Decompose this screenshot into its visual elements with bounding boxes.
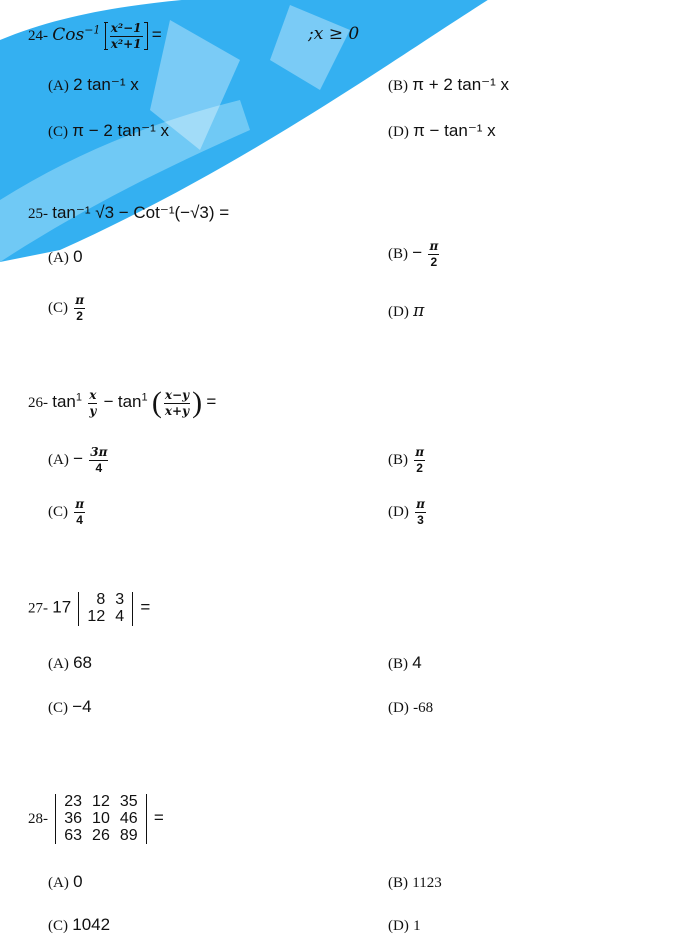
question-26 — [28, 388, 216, 418]
q26-b-label: (B) — [388, 452, 408, 468]
q24-func: Cos — [52, 25, 85, 45]
q27-c-value: −4 — [72, 697, 92, 716]
q27-prefix: 17 — [52, 597, 72, 617]
q26-f2-num: x−y — [164, 387, 190, 402]
q27-c-label: (C) — [48, 700, 68, 716]
q27-number: 27- — [28, 600, 48, 617]
question-24 — [28, 22, 162, 50]
q26-d-den: 3 — [417, 512, 424, 527]
q26-paren-open: ( — [151, 386, 162, 419]
q27-m-21: 12 — [87, 607, 106, 625]
q25-c-num: π — [75, 293, 85, 307]
q24-b-label: (B) — [388, 78, 408, 94]
q27-d-label: (D) — [388, 700, 409, 716]
q26-d-num: π — [416, 497, 425, 511]
q26-a-num: 3π — [90, 445, 108, 459]
q28-eq: = — [153, 808, 164, 828]
q26-a-fraction — [89, 446, 108, 474]
q25-option-d — [388, 302, 424, 320]
q25-a-value: 0 — [73, 247, 83, 266]
q24-b-value: π + 2 tan⁻¹ x — [412, 75, 510, 94]
q28-a-label: (A) — [48, 875, 69, 891]
q25-d-value: π — [413, 301, 425, 321]
question-27 — [28, 592, 150, 626]
q27-a-label: (A) — [48, 656, 69, 672]
q26-c-label: (C) — [48, 504, 68, 520]
q27-option-a — [48, 654, 92, 672]
q27-d-value: -68 — [413, 700, 434, 716]
q28-d-label: (D) — [388, 918, 409, 934]
q25-b-label: (B) — [388, 246, 408, 262]
question-25 — [28, 204, 229, 222]
q26-option-c — [48, 498, 87, 526]
q25-c-fraction — [74, 294, 85, 322]
q24-a-value: 2 tan⁻¹ x — [73, 75, 139, 94]
q26-c-num: π — [75, 497, 85, 511]
q26-option-d — [388, 498, 428, 526]
q25-b-fraction — [428, 240, 439, 268]
q24-d-value: π − tan⁻¹ x — [413, 121, 496, 140]
q26-b-num: π — [415, 445, 425, 459]
q25-a-label: (A) — [48, 250, 69, 266]
q26-b-den: 2 — [416, 460, 423, 475]
q25-b-den: 2 — [430, 254, 438, 269]
q24-eq: = — [151, 25, 162, 44]
q27-option-c — [48, 698, 92, 716]
q27-eq: = — [140, 597, 151, 617]
q28-option-d — [388, 916, 421, 934]
q24-den: x²+1 — [110, 36, 142, 51]
q26-paren-close: ) — [192, 386, 203, 419]
q26-minus: − — [103, 391, 114, 411]
q26-b-fraction — [414, 446, 425, 474]
q24-num: x²−1 — [110, 21, 142, 35]
q25-d-label: (D) — [388, 304, 409, 320]
q26-f1-den: y — [89, 403, 97, 418]
q26-a-label: (A) — [48, 452, 69, 468]
q25-expression: tan⁻¹ √3 − Cot⁻¹(−√3) = — [52, 203, 230, 222]
q28-m-33: 89 — [119, 826, 138, 844]
q24-option-c — [48, 122, 169, 140]
q26-sup2: 1 — [141, 391, 148, 404]
q24-option-b — [388, 76, 509, 94]
q27-b-value: 4 — [412, 653, 422, 672]
q28-option-b — [388, 873, 442, 891]
q26-tan2: tan — [117, 391, 142, 411]
q27-option-d — [388, 698, 433, 716]
q28-m-12: 12 — [92, 793, 110, 810]
q26-d-fraction — [415, 498, 426, 526]
q28-m-31: 63 — [64, 826, 83, 844]
q25-c-den: 2 — [76, 308, 83, 323]
q27-m-11: 8 — [96, 591, 106, 608]
q25-c-label: (C) — [48, 300, 68, 316]
q28-m-22: 10 — [92, 809, 110, 827]
q26-c-fraction — [74, 498, 85, 526]
q25-b-num: π — [429, 239, 439, 253]
q26-f1-num: x — [89, 387, 97, 402]
q26-tan1: tan — [52, 391, 76, 411]
q28-m-21: 36 — [64, 809, 83, 827]
q28-number: 28- — [28, 811, 48, 828]
q28-b-value: 1123 — [412, 875, 442, 891]
q28-m-11: 23 — [64, 793, 83, 810]
q27-b-label: (B) — [388, 656, 408, 672]
q24-c-label: (C) — [48, 124, 68, 140]
q27-m-12: 3 — [115, 591, 125, 608]
q26-a-sign: − — [73, 449, 84, 468]
q25-number: 25- — [28, 206, 48, 222]
q26-option-b — [388, 446, 427, 474]
q25-option-a — [48, 248, 83, 266]
q28-m-23: 46 — [119, 809, 138, 827]
q24-fraction — [110, 22, 143, 50]
q27-determinant — [78, 592, 133, 626]
q24-sup: −1 — [84, 23, 101, 37]
q24-a-label: (A) — [48, 78, 69, 94]
q28-determinant — [55, 794, 146, 844]
q25-b-sign: − — [412, 243, 423, 262]
q28-b-label: (B) — [388, 875, 408, 891]
q27-m-22: 4 — [115, 607, 125, 625]
question-28 — [28, 794, 164, 844]
q24-condition: ;x ≥ 0 — [308, 24, 360, 44]
q26-f2-den: x+y — [164, 403, 190, 418]
q28-option-a — [48, 873, 83, 891]
q24-d-label: (D) — [388, 124, 409, 140]
q26-d-label: (D) — [388, 504, 409, 520]
q28-a-value: 0 — [73, 872, 83, 891]
q26-number: 26- — [28, 394, 48, 411]
q26-fraction-2 — [164, 389, 190, 417]
q28-c-label: (C) — [48, 918, 68, 934]
q24-option-d — [388, 122, 496, 140]
q26-c-den: 4 — [76, 512, 83, 527]
q26-sup1: 1 — [75, 391, 83, 404]
q24-option-a — [48, 76, 139, 94]
q25-option-c — [48, 294, 87, 322]
q26-option-a — [48, 446, 110, 474]
q24-c-value: π − 2 tan⁻¹ x — [72, 121, 170, 140]
q28-d-value: 1 — [413, 918, 421, 934]
q26-eq: = — [206, 391, 217, 411]
q28-m-13: 35 — [119, 793, 138, 810]
q26-a-den: 4 — [95, 460, 103, 475]
q26-fraction-1 — [88, 389, 97, 417]
q27-option-b — [388, 654, 422, 672]
q24-bracket — [105, 22, 148, 50]
q24-number: 24- — [28, 28, 48, 44]
q28-c-value: 1042 — [72, 915, 111, 934]
q27-a-value: 68 — [73, 653, 92, 672]
q28-m-32: 26 — [92, 826, 110, 844]
q28-option-c — [48, 916, 110, 934]
q25-option-b — [388, 240, 441, 268]
